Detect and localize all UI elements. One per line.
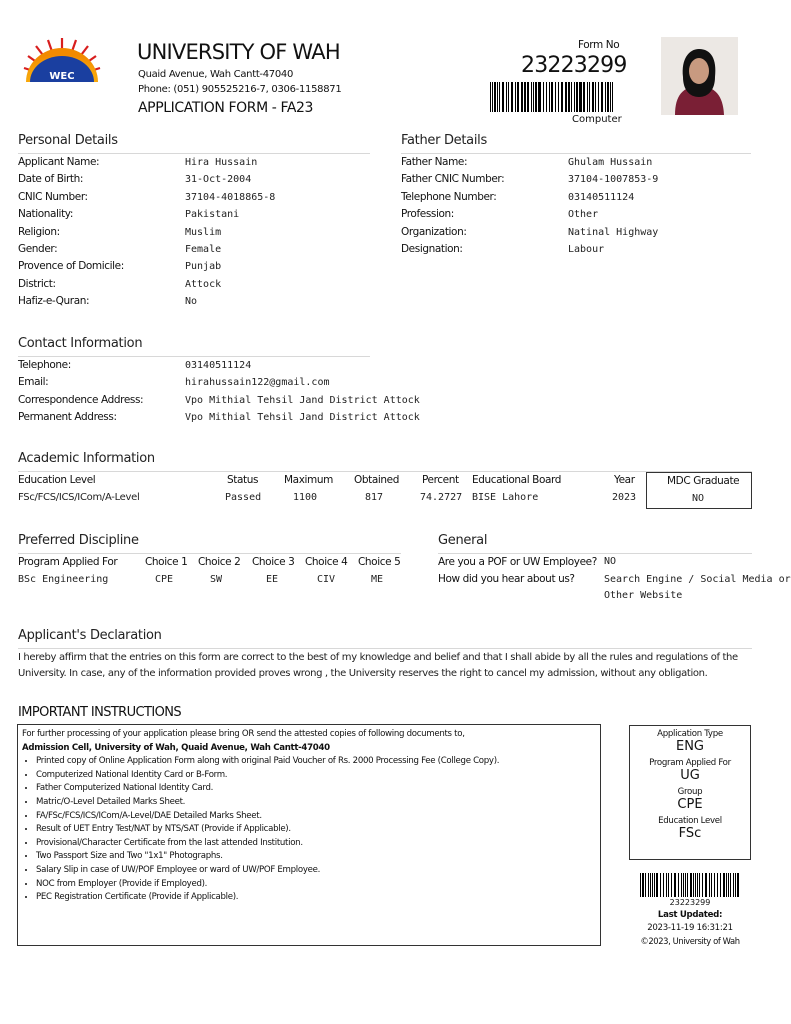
barcode-bar xyxy=(566,82,567,112)
barcode-bar xyxy=(702,873,703,897)
contact-row xyxy=(18,392,418,409)
father-row xyxy=(401,241,751,258)
barcode-bar xyxy=(490,82,491,112)
father-row xyxy=(401,224,751,241)
personal-label: CNIC Number: xyxy=(18,190,88,203)
barcode-bar xyxy=(574,82,575,112)
barcode-bar xyxy=(561,82,563,112)
mdc-graduate-box xyxy=(646,472,752,509)
col-choice-2: Choice 2 xyxy=(198,556,241,568)
father-row xyxy=(401,171,751,188)
barcode-bar xyxy=(666,873,668,897)
barcode-bar xyxy=(533,82,534,112)
father-row xyxy=(401,206,751,223)
barcode-bar xyxy=(583,82,585,112)
group-value: CPE xyxy=(677,797,703,812)
col-board: Educational Board xyxy=(472,474,562,486)
instruction-item: • Matric/O-Level Detailed Marks Sheet. xyxy=(36,796,596,810)
choice-2-value: SW xyxy=(210,574,223,585)
barcode-bar xyxy=(506,82,507,112)
mdc-graduate-value: NO xyxy=(692,493,705,504)
barcode-bar xyxy=(517,82,518,112)
personal-row xyxy=(18,276,370,293)
barcode-bar xyxy=(601,82,603,112)
application-summary-box xyxy=(629,725,751,860)
instruction-item: • PEC Registration Certificate (Provide if Applicable). xyxy=(36,891,596,905)
university-name: UNIVERSITY OF WAH xyxy=(137,40,340,64)
hear-about-question: How did you hear about us? xyxy=(438,573,575,585)
instructions-intro: For further processing of your application please bring OR send the attested copies of following documents to, xyxy=(22,729,465,739)
instructions-list xyxy=(22,755,596,905)
pof-employee-question: Are you a POF or UW Employee? xyxy=(438,556,597,568)
instructions-address: Admission Cell, University of Wah, Quaid Avenue, Wah Cantt-47040 xyxy=(22,742,330,753)
barcode-bar xyxy=(681,873,682,897)
hear-about-answer-line1: Search Engine / Social Media or xyxy=(604,574,791,585)
col-mdc-graduate: MDC Graduate xyxy=(667,475,740,487)
barcode-bar xyxy=(720,873,721,897)
last-updated-label: Last Updated: xyxy=(657,910,723,920)
contact-label: Telephone: xyxy=(18,359,71,371)
pof-employee-answer: NO xyxy=(604,556,617,567)
father-label: Telephone Number: xyxy=(401,190,497,203)
barcode-bar xyxy=(549,82,550,112)
barcode-bar xyxy=(674,873,676,897)
percent-value: 74.2727 xyxy=(420,492,463,503)
barcode-bar xyxy=(499,82,500,112)
contact-row xyxy=(18,357,418,374)
barcode-bar xyxy=(598,82,599,112)
barcode-bar xyxy=(671,873,672,897)
general-section xyxy=(0,554,791,606)
barcode-bar xyxy=(589,82,590,112)
instruction-item: • Father Computerized National Identity Card. xyxy=(36,782,596,796)
barcode-bar xyxy=(726,873,727,897)
contact-label: Permanent Address: xyxy=(18,411,117,424)
barcode-bar xyxy=(607,82,608,112)
barcode-bar xyxy=(612,82,613,112)
barcode-bar xyxy=(565,82,566,112)
barcode-bar xyxy=(580,82,581,112)
app-type-label: Application Type xyxy=(657,729,723,739)
barcode-bar xyxy=(508,82,509,112)
barcode-bar xyxy=(717,873,718,897)
svg-text:WEC: WEC xyxy=(49,71,75,82)
barcode-bar xyxy=(652,873,653,897)
father-value: Natinal Highway xyxy=(568,226,659,238)
divider xyxy=(18,648,752,649)
contact-row xyxy=(18,409,418,426)
barcode-bar xyxy=(592,82,594,112)
barcode-bar xyxy=(576,82,578,112)
col-choice-3: Choice 3 xyxy=(252,556,295,568)
barcode-bar xyxy=(492,82,493,112)
contact-value: 03140511124 xyxy=(185,360,252,371)
personal-value: Attock xyxy=(185,278,222,290)
barcode-bar xyxy=(558,82,559,112)
father-label: Designation: xyxy=(401,243,463,255)
contact-value: Vpo Mithial Tehsil Jand District Attock xyxy=(185,412,420,424)
choice-4-value: CIV xyxy=(317,574,336,585)
father-value: Labour xyxy=(568,244,605,255)
academic-table xyxy=(0,472,768,512)
status-value: Passed xyxy=(225,492,262,503)
col-obtained: Obtained xyxy=(354,474,399,486)
contact-label: Correspondence Address: xyxy=(18,393,144,406)
barcode-bar xyxy=(546,82,547,112)
col-education-level: Education Level xyxy=(18,474,96,486)
barcode-bar xyxy=(668,873,669,897)
barcode-bar xyxy=(660,873,661,897)
barcode-bar xyxy=(678,873,679,897)
father-label: Profession: xyxy=(401,208,454,221)
barcode-bar xyxy=(511,82,513,112)
father-value: Ghulam Hussain xyxy=(568,157,653,168)
father-value: Other xyxy=(568,209,599,221)
personal-value: Pakistani xyxy=(185,209,240,221)
hear-about-answer-line2: Other Website xyxy=(604,590,683,601)
barcode-bar xyxy=(538,82,539,112)
personal-row xyxy=(18,189,370,206)
barcode-bar xyxy=(697,873,699,897)
form-number: 23223299 xyxy=(521,53,627,78)
barcode-bar xyxy=(663,873,664,897)
barcode-bar xyxy=(709,873,710,897)
barcode-bar xyxy=(695,873,696,897)
barcode-bar xyxy=(728,873,729,897)
barcode-bar xyxy=(642,873,644,897)
col-percent: Percent xyxy=(422,474,459,486)
barcode-bar xyxy=(497,82,498,112)
instruction-item: • Computerized National Identity Card or B-Form. xyxy=(36,769,596,783)
personal-row xyxy=(18,206,370,223)
last-updated-value: 2023-11-19 16:31:21 xyxy=(647,923,733,933)
personal-value: Punjab xyxy=(185,261,222,273)
father-label: Father Name: xyxy=(401,156,468,168)
contact-row xyxy=(18,374,418,391)
barcode-caption: Computer xyxy=(572,114,622,125)
board-value: BISE Lahore xyxy=(472,492,539,503)
barcode-bar xyxy=(531,82,532,112)
university-phone: Phone: (051) 905525216-7, 0306-1158871 xyxy=(138,84,342,95)
personal-label: Religion: xyxy=(18,225,60,238)
personal-row xyxy=(18,241,370,258)
barcode-bar xyxy=(551,82,553,112)
father-row xyxy=(401,154,751,171)
personal-value: No xyxy=(185,296,198,308)
barcode-bar xyxy=(521,82,523,112)
year-value: 2023 xyxy=(612,492,637,503)
group-label: Group xyxy=(677,787,703,797)
barcode-bar xyxy=(683,873,685,897)
barcode-bar xyxy=(723,873,725,897)
barcode-bar xyxy=(685,873,686,897)
father-details-title: Father Details xyxy=(401,133,487,148)
instruction-item: • Result of UET Entry Test/NAT by NTS/SAT (Provide if Applicable). xyxy=(36,823,596,837)
personal-value: 31-Oct-2004 xyxy=(185,174,252,186)
contact-value: hirahussain122@gmail.com xyxy=(185,377,330,389)
footer-barcode-number: 23223299 xyxy=(669,898,711,907)
personal-label: Nationality: xyxy=(18,208,73,221)
barcode-bar xyxy=(539,82,540,112)
personal-row xyxy=(18,171,370,188)
barcode-bar xyxy=(687,873,688,897)
barcode-bar xyxy=(535,82,537,112)
father-label: Father CNIC Number: xyxy=(401,173,505,186)
choice-1-value: CPE xyxy=(155,574,174,585)
barcode-bar xyxy=(705,873,707,897)
academic-info-title: Academic Information xyxy=(18,451,155,466)
footer-barcode xyxy=(640,873,740,897)
barcode-bar xyxy=(605,82,606,112)
barcode-bar xyxy=(571,82,572,112)
app-type-value: ENG xyxy=(675,739,704,754)
university-logo xyxy=(20,38,104,84)
father-value: 03140511124 xyxy=(568,191,635,203)
instructions-box xyxy=(17,724,601,946)
applicant-photo xyxy=(661,37,738,115)
instruction-item: • Printed copy of Online Application Form along with original Paid Voucher of Rs. 2000 Processing Fee (College Copy). xyxy=(36,755,596,769)
barcode-bar xyxy=(579,82,580,112)
university-address: Quaid Avenue, Wah Cantt-47040 xyxy=(138,69,294,80)
personal-row xyxy=(18,154,370,171)
form-no-label: Form No xyxy=(578,39,620,51)
personal-value: 37104-4018865-8 xyxy=(185,191,276,203)
barcode-bar xyxy=(568,82,570,112)
col-year: Year xyxy=(614,474,635,486)
barcode-bar xyxy=(690,873,692,897)
declaration-title: Applicant's Declaration xyxy=(18,628,162,643)
personal-label: District: xyxy=(18,277,56,290)
maximum-value: 1100 xyxy=(293,492,318,503)
personal-label: Applicant Name: xyxy=(18,156,100,168)
personal-value: Female xyxy=(185,244,222,255)
barcode-bar xyxy=(730,873,732,897)
father-value: 37104-1007853-9 xyxy=(568,174,659,186)
personal-details-list xyxy=(18,154,370,314)
barcode-bar xyxy=(711,873,712,897)
barcode-bar xyxy=(555,82,556,112)
form-title: APPLICATION FORM - FA23 xyxy=(138,100,314,116)
barcode-bar xyxy=(648,873,649,897)
barcode-bar xyxy=(640,873,641,897)
personal-label: Date of Birth: xyxy=(18,173,84,186)
barcode-bar xyxy=(595,82,596,112)
program-value: UG xyxy=(680,768,700,783)
instruction-item: • Provisional/Character Certificate from the last attended Institution. xyxy=(36,837,596,851)
choice-5-value: ME xyxy=(371,574,384,585)
personal-details-title: Personal Details xyxy=(18,133,118,148)
instruction-item: • FA/FSc/FCS/ICS/ICom/A-Level/DAE Detailed Marks Sheet. xyxy=(36,810,596,824)
edu-level-value: FSc xyxy=(678,826,702,841)
col-program: Program Applied For xyxy=(18,556,118,568)
father-row xyxy=(401,189,751,206)
barcode-bar xyxy=(645,873,646,897)
program-value: BSc Engineering xyxy=(18,574,109,585)
col-choice-5: Choice 5 xyxy=(358,556,401,568)
instruction-item: • NOC from Employer (Provide if Employed). xyxy=(36,878,596,892)
barcode-bar xyxy=(714,873,716,897)
form-barcode xyxy=(490,82,614,112)
declaration-line-2: University. In case, any of the information provided proves wrong , the University reserves the right to cancel my admission, without any obligation. xyxy=(18,668,708,679)
barcode-bar xyxy=(699,873,700,897)
copyright: ©2023, University of Wah xyxy=(640,936,740,946)
barcode-bar xyxy=(735,873,736,897)
barcode-bar xyxy=(502,82,504,112)
contact-value: Vpo Mithial Tehsil Jand District Attock xyxy=(185,394,420,406)
choice-3-value: EE xyxy=(266,574,279,585)
personal-label: Gender: xyxy=(18,243,58,255)
contact-info-list xyxy=(18,357,418,429)
personal-label: Hafiz-e-Quran: xyxy=(18,295,90,308)
barcode-bar xyxy=(733,873,734,897)
edu-level-label: Education Level xyxy=(658,816,722,826)
col-choice-1: Choice 1 xyxy=(145,556,188,568)
father-details-list xyxy=(401,154,751,264)
education-level-value: FSc/FCS/ICS/ICom/A-Level xyxy=(18,492,140,503)
instruction-item: • Two Passport Size and Two "1x1" Photographs. xyxy=(36,850,596,864)
personal-row xyxy=(18,258,370,275)
personal-value: Hira Hussain xyxy=(185,157,258,168)
obtained-value: 817 xyxy=(365,492,384,503)
barcode-bar xyxy=(737,873,739,897)
barcode-bar xyxy=(587,82,588,112)
program-label: Program Applied For xyxy=(649,758,731,768)
preferred-discipline-title: Preferred Discipline xyxy=(18,533,139,548)
col-status: Status xyxy=(227,474,259,486)
barcode-bar xyxy=(693,873,694,897)
general-title: General xyxy=(438,533,488,548)
personal-label: Provence of Domicile: xyxy=(18,260,124,273)
personal-row xyxy=(18,293,370,310)
barcode-bar xyxy=(543,82,545,112)
barcode-bar xyxy=(654,873,655,897)
personal-row xyxy=(18,224,370,241)
col-choice-4: Choice 4 xyxy=(305,556,348,568)
barcode-bar xyxy=(610,82,612,112)
barcode-bar xyxy=(494,82,496,112)
contact-label: Email: xyxy=(18,376,49,389)
barcode-bar xyxy=(515,82,516,112)
declaration-line-1: I hereby affirm that the entries on this form are correct to the best of my knowledge and belief and that I shall abide by all the rules and regulations of the xyxy=(18,652,738,663)
col-maximum: Maximum xyxy=(284,474,333,486)
contact-info-title: Contact Information xyxy=(18,336,143,351)
personal-value: Muslim xyxy=(185,226,222,238)
barcode-bar xyxy=(524,82,525,112)
father-label: Organization: xyxy=(401,225,467,238)
barcode-bar xyxy=(650,873,652,897)
instructions-title: IMPORTANT INSTRUCTIONS xyxy=(18,705,181,720)
barcode-bar xyxy=(525,82,526,112)
instruction-item: • Salary Slip in case of UW/POF Employee or ward of UW/POF Employee. xyxy=(36,864,596,878)
barcode-bar xyxy=(527,82,529,112)
barcode-bar xyxy=(656,873,658,897)
